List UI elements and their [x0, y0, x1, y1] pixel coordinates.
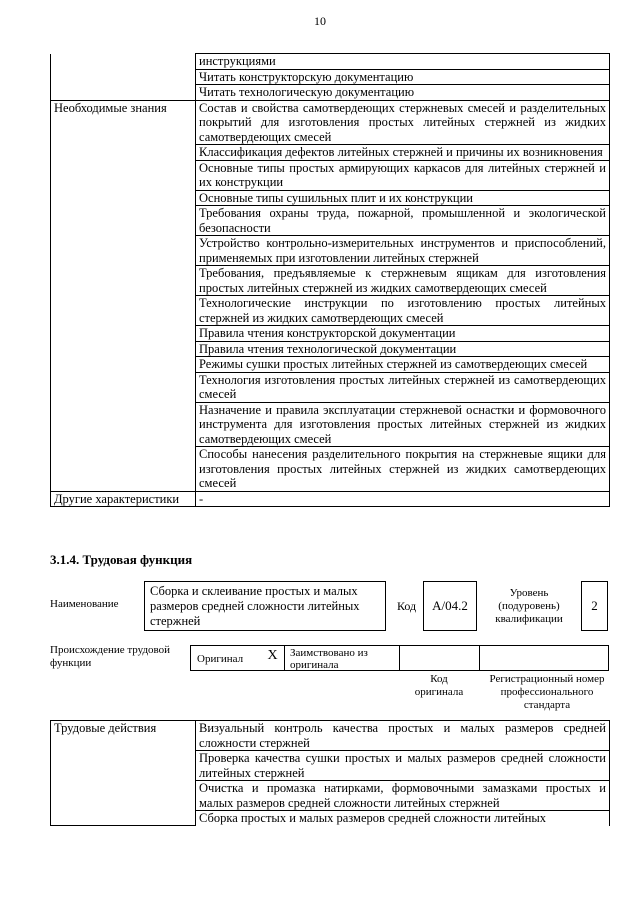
table-row [51, 100, 610, 145]
knowledge-cell: Классификация дефектов литейных стержней и причины их возникновения [196, 145, 610, 161]
level-label: Уровень (подуровень) квалификации [495, 587, 563, 625]
table-row [51, 85, 610, 101]
action-cell: Проверка качества сушки простых и малых размеров средней сложности литейных стержней [196, 751, 610, 781]
knowledge-cell: Технологические инструкции по изготовлению простых литейных стержней из жидких самотвердеющих смесей [196, 296, 610, 326]
empty-label-cell [51, 69, 196, 85]
knowledge-cell: Назначение и правила эксплуатации стержневой оснастки и формовочного инструмента для изготовления простых литейных стержней из жидких самотвердеющих смесей [196, 402, 610, 447]
knowledge-cell: Правила чтения технологической документации [196, 341, 610, 357]
original-label: Оригинал [197, 653, 244, 665]
reg-number-label: Регистрационный номер профессионального стандарта [489, 673, 605, 711]
page-number: 10 [314, 14, 326, 28]
knowledge-cell: Способы нанесения разделительного покрытия на стержневые ящики для изготовления простых литейных стержней из жидких самотвердеющих смесей [196, 447, 610, 492]
code-original-label: Код оригинала [414, 673, 464, 698]
action-cell: Визуальный контроль качества простых и малых размеров средней сложности стержней [196, 721, 610, 751]
level-value-box: 2 [581, 581, 608, 631]
knowledge-table [50, 53, 610, 507]
name-label: Наименование [50, 598, 119, 610]
knowledge-cell: Состав и свойства самотвердеющих стержневых смесей и разделительных покрытий для изготовления простых литейных стержней из жидких самотвердеющих смесей [196, 100, 610, 145]
requirement-cell: Читать конструкторскую документацию [196, 69, 610, 85]
other-label: Другие характеристики [51, 491, 196, 507]
origin-label: Происхождение трудовой функции [50, 644, 171, 669]
table-row [51, 491, 610, 507]
actions-table [50, 720, 610, 826]
actions-label: Трудовые действия [51, 721, 196, 826]
knowledge-cell: Технология изготовления простых литейных стержней из самотвердеющих смесей [196, 372, 610, 402]
knowledge-cell: Требования охраны труда, пожарной, промышленной и экологической безопасности [196, 206, 610, 236]
other-value: - [196, 491, 610, 507]
section-title: 3.1.4. Трудовая функция [50, 552, 193, 567]
action-cell: Очистка и промазка натирками, формовочными замазками простых и малых размеров средней сложности литейных стержней [196, 781, 610, 811]
original-mark: X [267, 648, 278, 663]
knowledge-cell: Устройство контрольно-измерительных инструментов и приспособлений, применяемых при изготовлении литейных стержней [196, 236, 610, 266]
action-cell: Сборка простых и малых размеров средней сложности литейных [196, 811, 610, 826]
knowledge-cell: Режимы сушки простых литейных стержней из самотвердеющих смесей [196, 357, 610, 373]
knowledge-cell: Требования, предъявляемые к стержневым ящикам для изготовления простых литейных стержней из жидких самотвердеющих смесей [196, 266, 610, 296]
empty-label-cell [51, 54, 196, 70]
knowledge-cell: Основные типы простых армирующих каркасов для литейных стержней и их конструкции [196, 160, 610, 190]
knowledge-cell: Правила чтения конструкторской документации [196, 326, 610, 342]
code-original-cell [399, 645, 480, 671]
table-row [51, 721, 610, 751]
knowledge-cell: Основные типы сушильных плит и их конструкции [196, 190, 610, 206]
table-row [51, 69, 610, 85]
empty-label-cell [51, 85, 196, 101]
requirement-cell: Читать технологическую документацию [196, 85, 610, 101]
reg-number-cell [479, 645, 609, 671]
code-value-box: A/04.2 [423, 581, 477, 631]
code-label: Код [397, 599, 417, 613]
borrowed-cell: Заимствовано из оригинала [284, 645, 400, 671]
function-name-box: Сборка и склеивание простых и малых размеров средней сложности литейных стержней [144, 581, 386, 631]
requirement-cell: инструкциями [196, 54, 610, 70]
knowledge-label: Необходимые знания [51, 100, 196, 491]
table-row [51, 54, 610, 70]
